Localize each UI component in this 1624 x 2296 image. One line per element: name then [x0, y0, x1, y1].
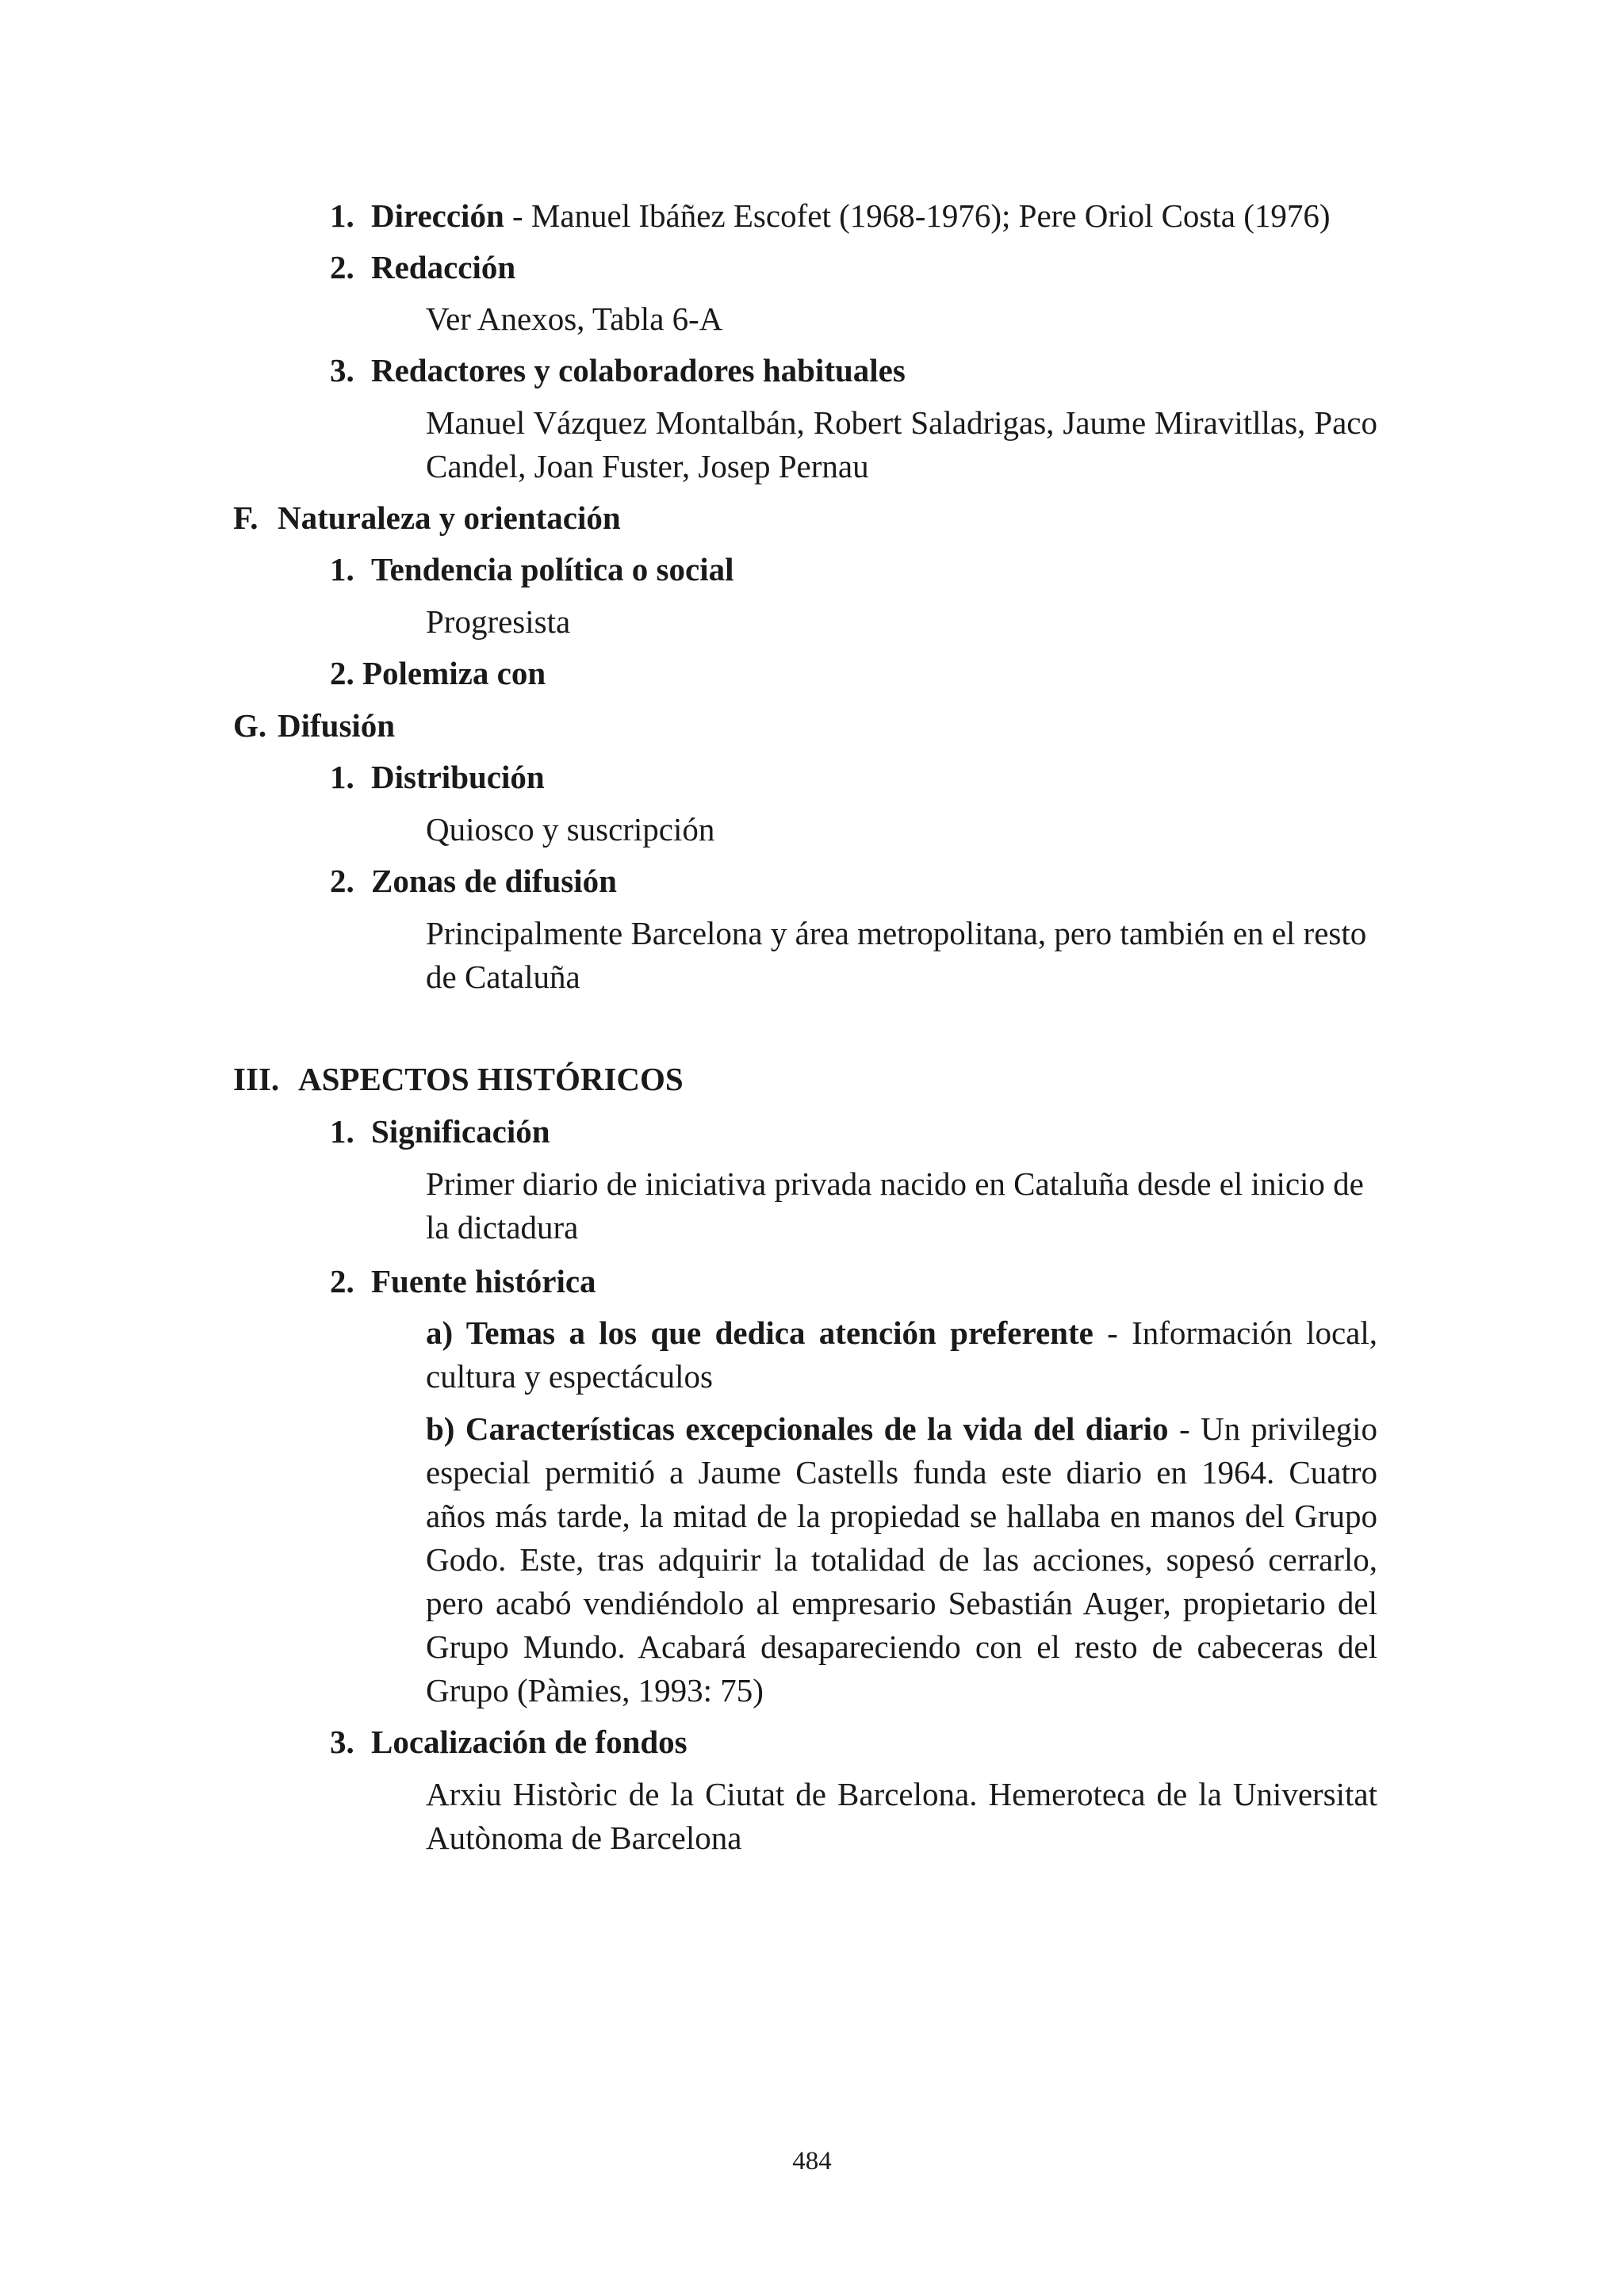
- section-letter: G.: [233, 707, 267, 744]
- zonas-heading: [330, 859, 617, 902]
- tendencia-text: Progresista: [426, 603, 571, 640]
- redaccion-heading: [330, 246, 515, 289]
- item-number: 3.: [330, 352, 354, 388]
- caracteristicas-paragraph: [426, 1407, 1377, 1712]
- zonas-text: Principalmente Barcelona y área metropolitana, pero también en el resto de Cataluña: [426, 915, 1367, 995]
- item-number: 2.: [330, 863, 354, 899]
- temas-label: a) Temas a los que dedica atención preferente: [426, 1314, 1094, 1351]
- tendencia-label: Tendencia política o social: [371, 551, 734, 587]
- caracteristicas-label: b) Características excepcionales de la vida del diario: [426, 1410, 1169, 1447]
- section-g-heading: [233, 704, 395, 747]
- redaccion-label: Redacción: [371, 249, 516, 285]
- distribucion-heading: [330, 756, 545, 798]
- item-number: 3.: [330, 1724, 354, 1760]
- significacion-heading: [330, 1110, 550, 1153]
- section-f-title: Naturaleza y orientación: [278, 499, 621, 536]
- redactores-text: Manuel Vázquez Montalbán, Robert Saladrigas, Jaume Miravitllas, Paco Candel, Joan Fuster, Josep Pernau: [426, 404, 1377, 484]
- item-number: 1.: [330, 197, 354, 234]
- distribucion-text: Quiosco y suscripción: [426, 811, 715, 848]
- localizacion-text: Arxiu Històric de la Ciutat de Barcelona. Hemeroteca de la Universitat Autònoma de Barcelona: [426, 1776, 1377, 1856]
- redactores-label: Redactores y colaboradores habituales: [371, 352, 906, 388]
- section-letter: F.: [233, 499, 259, 536]
- tendencia-heading: [330, 548, 734, 591]
- temas-text: - Información local, cultura y espectáculos: [426, 1314, 1377, 1395]
- distribucion-label: Distribución: [371, 759, 545, 795]
- section-iii-heading: [233, 1058, 684, 1100]
- redactores-heading: [330, 349, 906, 392]
- fuente-heading: [330, 1260, 596, 1303]
- polemiza-heading: 2. Polemiza con: [330, 655, 546, 691]
- section-iii-title: ASPECTOS HISTÓRICOS: [298, 1061, 684, 1097]
- significacion-text: Primer diario de iniciativa privada nacido en Cataluña desde el inicio de la dictadura: [426, 1165, 1364, 1246]
- item-number: 1.: [330, 1113, 354, 1150]
- section-roman: III.: [233, 1061, 280, 1097]
- significacion-label: Significación: [371, 1113, 550, 1150]
- section-f-heading: [233, 496, 621, 539]
- zonas-label: Zonas de difusión: [371, 863, 617, 899]
- localizacion-label: Localización de fondos: [371, 1724, 688, 1760]
- localizacion-heading: [330, 1720, 688, 1763]
- direccion-label: Dirección: [371, 197, 504, 234]
- direccion-line: [330, 194, 1331, 237]
- redaccion-text: Ver Anexos, Tabla 6-A: [426, 300, 723, 337]
- section-g-title: Difusión: [278, 707, 396, 744]
- temas-paragraph: [426, 1311, 1377, 1399]
- caracteristicas-text: - Un privilegio especial permitió a Jaume Castells funda este diario en 1964. Cuatro años más tarde, la mitad de la propiedad se hallaba en manos del Grupo Godo. Este, tras adquirir la totalidad de las acciones, sopesó cerrarlo, pero acabó vendiéndolo al empresario Sebastián Auger, propietario del Grupo Mundo. Acabará desapareciendo con el resto de cabeceras del Grupo (Pàmies, 1993: 75): [426, 1410, 1377, 1709]
- item-number: 1.: [330, 759, 354, 795]
- direccion-text: - Manuel Ibáñez Escofet (1968-1976); Pere Oriol Costa (1976): [504, 197, 1331, 234]
- item-number: 2.: [330, 1263, 354, 1299]
- item-number: 1.: [330, 551, 354, 587]
- item-number: 2.: [330, 249, 354, 285]
- fuente-label: Fuente histórica: [371, 1263, 596, 1299]
- page-number: 484: [792, 2147, 832, 2175]
